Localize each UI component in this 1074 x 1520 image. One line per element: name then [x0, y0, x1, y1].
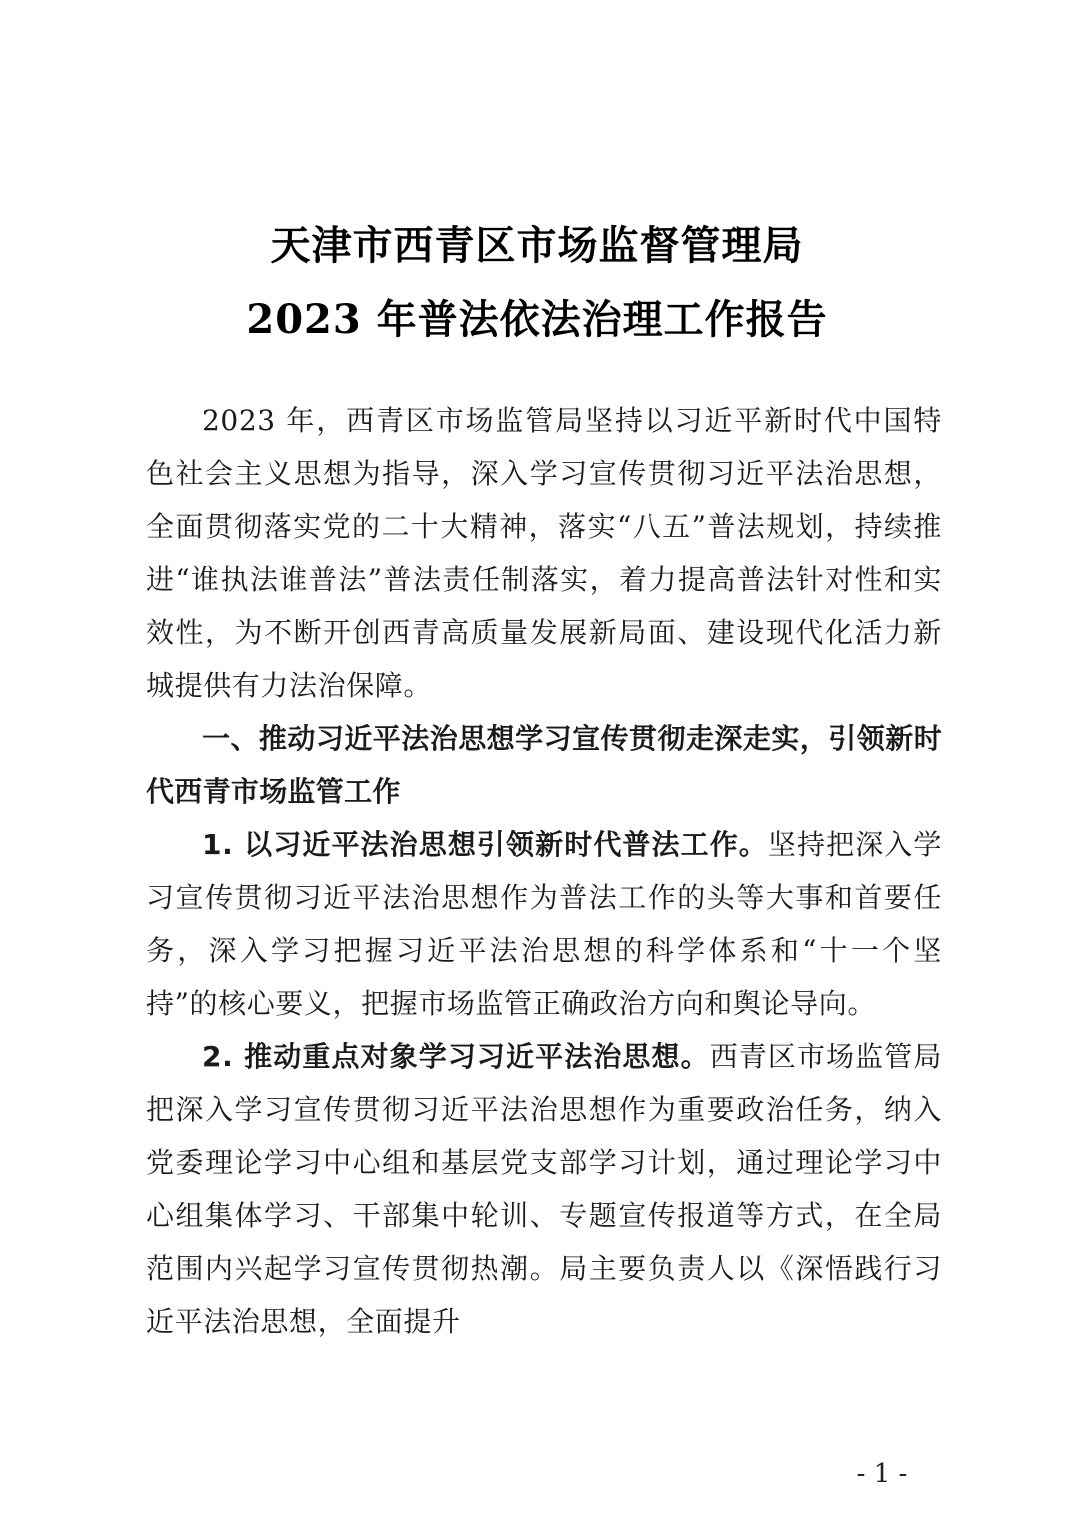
- intro-paragraph: 2023 年，西青区市场监管局坚持以习近平新时代中国特色社会主义思想为指导，深入学习宣传贯彻习近平法治思想，全面贯彻落实党的二十大精神，落实“八五”普法规划，持续推进“谁执法谁普法”普法责任制落实，着力提高普法针对性和实效性，为不断开创西青高质量发展新局面、建设现代化活力新城提供有力法治保障。: [146, 404, 942, 702]
- item-1-lead: 1. 以习近平法治思想引领新时代普法工作。: [202, 828, 768, 861]
- item-2-text: 西青区市场监管局把深入学习宣传贯彻习近平法治思想作为重要政治任务，纳入党委理论学习中心组和基层党支部学习计划，通过理论学习中心组集体学习、干部集中轮训、专题宣传报道等方式，在全局范围内兴起学习宣传贯彻热潮。局主要负责人以《深悟践行习近平法治思想，全面提升: [146, 1040, 942, 1338]
- item-1-text: 坚持把深入学习宣传贯彻习近平法治思想作为普法工作的头等大事和首要任务，深入学习把握习近平法治思想的科学体系和“十一个坚持”的核心要义，把握市场监管正确政治方向和舆论导向。: [146, 828, 942, 1020]
- item-1-paragraph: [146, 818, 942, 1030]
- item-2-paragraph: [146, 1030, 942, 1348]
- item-2-block: [146, 1030, 942, 1348]
- page-number: - 1 -: [856, 1459, 908, 1489]
- section-1-heading-block: [146, 712, 942, 818]
- item-2-lead: 2. 推动重点对象学习习近平法治思想。: [202, 1040, 710, 1073]
- section-1-heading: 一、推动习近平法治思想学习宣传贯彻走深走实，引领新时代西青市场监管工作: [146, 722, 942, 808]
- intro-paragraph-block: [146, 394, 942, 712]
- document-title-line-2: 2023 年普法依法治理工作报告: [246, 296, 828, 343]
- item-1-block: [146, 818, 942, 1030]
- document-title-line-1: 天津市西青区市场监督管理局: [270, 222, 804, 269]
